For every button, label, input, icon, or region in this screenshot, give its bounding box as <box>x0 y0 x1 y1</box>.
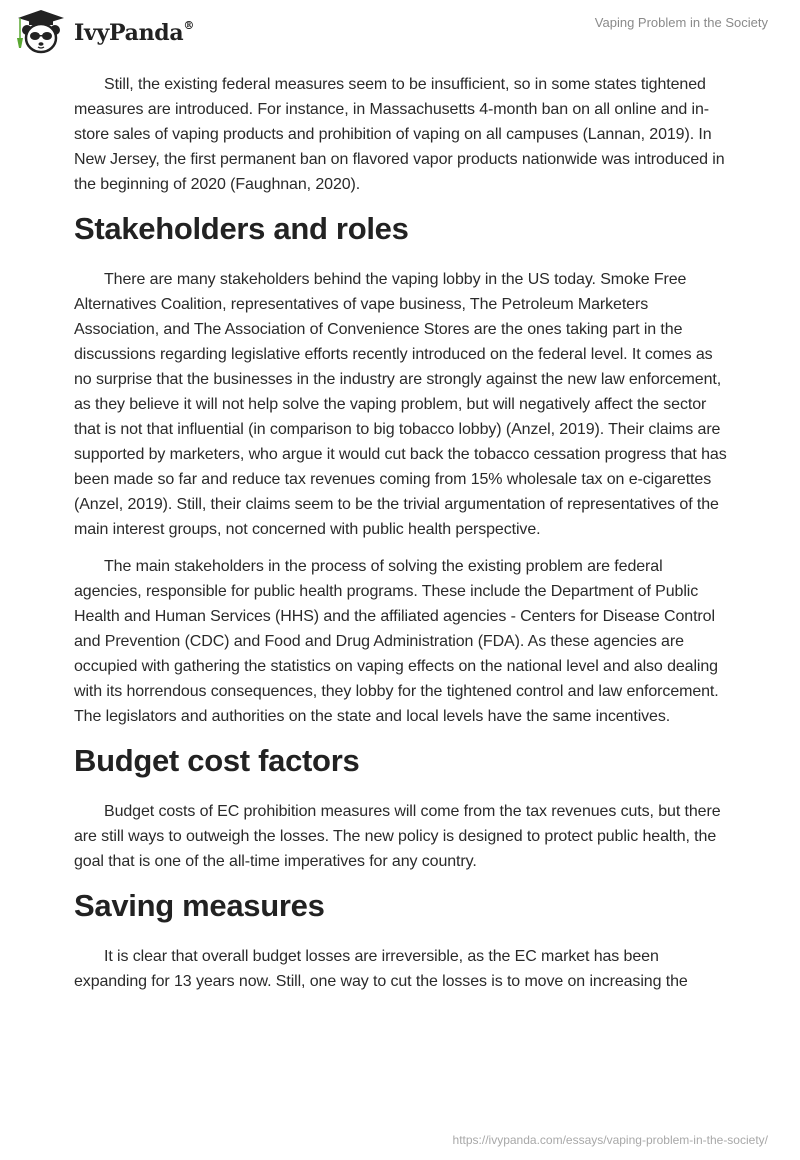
paragraph: Budget costs of EC prohibition measures will come from the tax revenues cuts, but there are still ways to outweigh the losses. The new policy is designed to protect public health, the goal that is one of the all-time imperatives for any country. <box>74 803 721 870</box>
document-title: Vaping Problem in the Society <box>594 15 768 30</box>
section-heading-saving-measures: Saving measures <box>74 888 325 923</box>
paragraph: Still, the existing federal measures seem to be insufficient, so in some states tightened measures are introduced. For instance, in Massachusetts 4-month ban on all online and in-store sales of vaping products and prohibition of vaping on all campuses (Lannan, 2019). In New Jersey, the first permanent ban on flavored vapor products nationwide was introduced in the beginning of 2020 (Faughnan, 2020). <box>74 76 725 193</box>
source-url[interactable]: https://ivypanda.com/essays/vaping-problem-in-the-society/ <box>452 1133 768 1147</box>
paragraph: The main stakeholders in the process of solving the existing problem are federal agencies, responsible for public health programs. These include the Department of Public Health and Human Services (HHS) and the affiliated agencies - Centers for Disease Control and Prevention (CDC) and Food and Drug Administration (FDA). As these agencies are occupied with gathering the statistics on vaping effects on the national level and also dealing with its horrendous consequences, they lobby for the tightened control and law enforcement. The legislators and authorities on the state and local levels have the same incentives. <box>74 558 719 725</box>
ivypanda-logo[interactable] <box>14 8 194 54</box>
page-header <box>0 0 800 60</box>
section-heading-budget-cost-factors: Budget cost factors <box>74 743 360 778</box>
paragraph: It is clear that overall budget losses are irreversible, as the EC market has been expanding for 13 years now. Still, one way to cut the losses is to move on increasing the <box>74 948 688 990</box>
logo-wordmark: IvyPanda® <box>74 18 195 46</box>
paragraph: There are many stakeholders behind the vaping lobby in the US today. Smoke Free Alternatives Coalition, representatives of vape business, The Petroleum Marketers Association, and The Association of Convenience Stores are the ones taking part in the discussions regarding legislative efforts recently introduced on the federal level. It comes as no surprise that the businesses in the industry are strongly against the new law enforcement, as they believe it will not help solve the vaping problem, but will negatively affect the sector that is not that influential (in comparison to big tobacco lobby) (Anzel, 2019). Their claims are supported by marketers, who argue it would cut back the tobacco cessation progress that has been made so far and reduce tax revenues coming from 15% wholesale tax on e-cigarettes (Anzel, 2019). Still, their claims seem to be the trivial argumentation of representatives of the main interest groups, not concerned with public health perspective. <box>74 271 727 538</box>
section-heading-stakeholders: Stakeholders and roles <box>74 211 409 246</box>
essay-body <box>74 72 734 1006</box>
panda-graduate-icon <box>14 8 68 54</box>
